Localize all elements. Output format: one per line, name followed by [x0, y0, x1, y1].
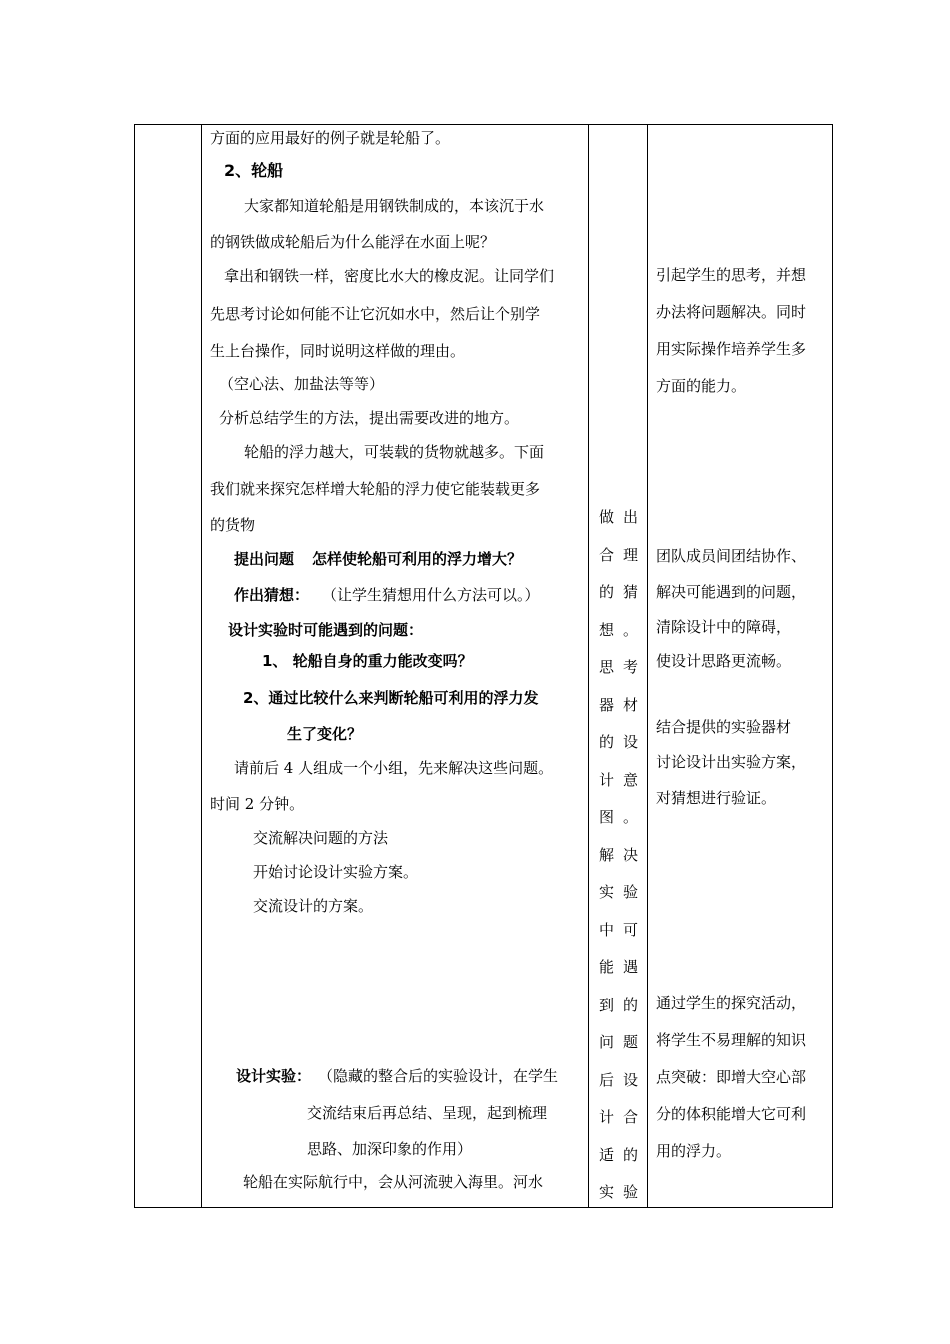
text-line: 轮船在实际航行中，会从河流驶入海里。河水: [243, 1173, 544, 1191]
text-line: 引起学生的思考，并想: [656, 266, 807, 284]
text-line: 清除设计中的障碍，: [656, 618, 792, 636]
text-line: 办法将问题解决。同时: [656, 303, 807, 321]
activity-char: 能: [599, 958, 615, 976]
text-line: 用实际操作培养学生多: [656, 340, 807, 358]
activity-char: 验: [623, 1183, 639, 1201]
activity-char: 的: [599, 733, 615, 751]
activity-char: 实: [599, 883, 615, 901]
list-item: 2、通过比较什么来判断轮船可利用的浮力发: [243, 689, 539, 707]
activity-char: 器: [599, 696, 615, 714]
list-item-continuation: 生了变化？: [287, 725, 363, 743]
activity-char: 考: [623, 658, 639, 676]
text-line: 解决可能遇到的问题，: [656, 583, 807, 601]
text-line: 方面的能力。: [656, 377, 747, 395]
text-line: 对猜想进行验证。: [656, 789, 777, 807]
activity-char: 设: [623, 1071, 639, 1089]
text-line: 方面的应用最好的例子就是轮船了。: [210, 129, 451, 147]
question-text: 怎样使轮船可利用的浮力增大？: [312, 550, 523, 568]
activity-char: 验: [623, 883, 639, 901]
text-line: 讨论设计出实验方案，: [656, 753, 807, 771]
activity-char: 计: [599, 771, 615, 789]
activity-char: 理: [623, 546, 639, 564]
text-line: 的钢铁做成轮船后为什么能浮在水面上呢？: [210, 233, 496, 251]
activity-char: 设: [623, 733, 639, 751]
activity-char: 遇: [623, 958, 639, 976]
activity-char: 做: [599, 508, 615, 526]
text-line: 开始讨论设计实验方案。: [253, 863, 419, 881]
text-line: 我们就来探究怎样增大轮船的浮力使它能装载更多: [210, 480, 541, 498]
text-line: 团队成员间团结协作、: [656, 547, 807, 565]
activity-char: 。: [623, 808, 639, 826]
activity-char: 问: [599, 1033, 615, 1051]
text-line: 拿出和钢铁一样，密度比水大的橡皮泥。让同学们: [224, 267, 555, 285]
activity-char: 的: [599, 583, 615, 601]
text-line: 生上台操作，同时说明这样做的理由。: [210, 342, 466, 360]
text-line: 先思考讨论如何能不让它沉如水中，然后让个别学: [210, 305, 541, 323]
activity-char: 。: [623, 621, 639, 639]
text-line: （隐藏的整合后的实验设计，在学生: [318, 1067, 559, 1085]
activity-char: 可: [623, 921, 639, 939]
text-line: 交流解决问题的方法: [253, 829, 389, 847]
text-line: 结合提供的实验器材: [656, 718, 792, 736]
activity-char: 思: [599, 658, 615, 676]
activity-char: 实: [599, 1183, 615, 1201]
list-item: 1、 轮船自身的重力能改变吗？: [262, 652, 473, 670]
text-line: 用的浮力。: [656, 1142, 732, 1160]
activity-char: 意: [623, 771, 639, 789]
text-line: 交流设计的方案。: [253, 897, 374, 915]
experiment-label: 设计实验：: [236, 1067, 312, 1085]
text-line: 请前后 4 人组成一个小组，先来解决这些问题。: [234, 759, 554, 777]
activity-char: 计: [599, 1108, 615, 1126]
text-line: 的货物: [210, 516, 256, 534]
text-line: 分的体积能增大它可利: [656, 1105, 807, 1123]
text-line: 通过学生的探究活动，: [656, 994, 807, 1012]
text-line: 使设计思路更流畅。: [656, 652, 792, 670]
activity-char: 猜: [623, 583, 639, 601]
activity-char: 图: [599, 808, 615, 826]
activity-char: 的: [623, 1146, 639, 1164]
text-line: 交流结束后再总结、呈现，起到梳理: [307, 1104, 548, 1122]
activity-char: 合: [599, 546, 615, 564]
column-divider: [647, 125, 648, 1207]
text-line: 时间 2 分钟。: [210, 795, 305, 813]
activity-char: 合: [623, 1108, 639, 1126]
question-label: 提出问题: [234, 550, 295, 568]
text-line: 大家都知道轮船是用钢铁制成的，本该沉于水: [244, 197, 545, 215]
activity-char: 决: [623, 846, 639, 864]
guess-text: （让学生猜想用什么方法可以。）: [322, 586, 540, 604]
section-heading: 2、轮船: [224, 161, 284, 180]
text-line: 思路、加深印象的作用）: [307, 1140, 473, 1158]
column-divider: [201, 125, 202, 1207]
activity-char: 的: [623, 996, 639, 1014]
text-line: 轮船的浮力越大，可装载的货物就越多。下面: [244, 443, 545, 461]
guess-label: 作出猜想：: [234, 586, 310, 604]
activity-char: 后: [599, 1071, 615, 1089]
activity-char: 到: [599, 996, 615, 1014]
text-line: （空心法、加盐法等等）: [219, 375, 385, 393]
text-line: 将学生不易理解的知识: [656, 1031, 807, 1049]
activity-char: 题: [623, 1033, 639, 1051]
column-divider: [588, 125, 589, 1207]
text-line: 点突破：即增大空心部: [656, 1068, 807, 1086]
activity-char: 材: [623, 696, 639, 714]
text-line: 分析总结学生的方法，提出需要改进的地方。: [219, 409, 520, 427]
activity-char: 出: [623, 508, 639, 526]
design-questions-heading: 设计实验时可能遇到的问题：: [228, 621, 424, 639]
activity-char: 解: [599, 846, 615, 864]
activity-char: 适: [599, 1146, 615, 1164]
activity-char: 想: [599, 621, 615, 639]
activity-char: 中: [599, 921, 615, 939]
